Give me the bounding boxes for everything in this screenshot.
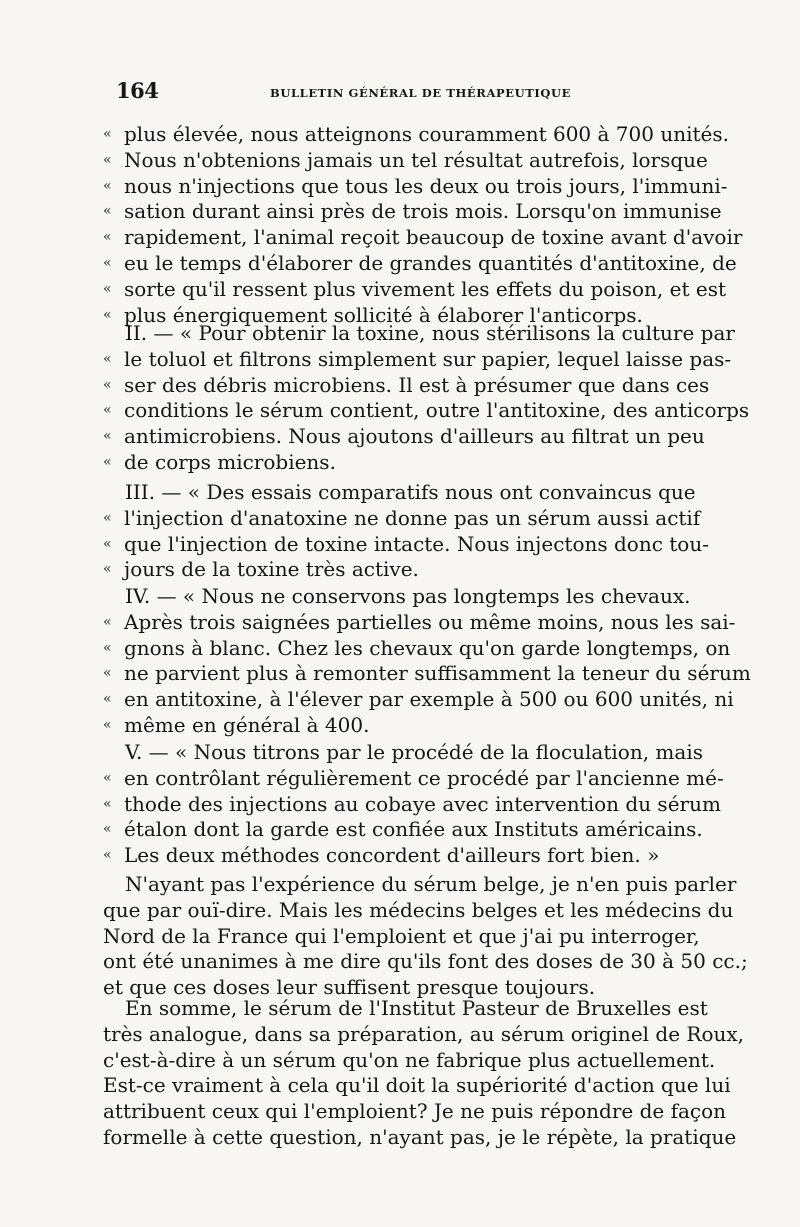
quote-mark: « <box>103 126 112 142</box>
text-line <box>103 843 683 869</box>
paragraph <box>103 122 743 328</box>
text-line <box>103 740 703 766</box>
quote-mark: « <box>103 613 112 630</box>
text-line <box>103 635 731 662</box>
quote-mark: « <box>103 428 112 445</box>
quote-mark: « <box>103 350 112 367</box>
line-text: ne parvient plus à remonter suffisamment la teneur du sérum <box>124 661 751 686</box>
paragraph <box>103 872 748 1001</box>
quote-mark: « <box>103 254 112 271</box>
text-line <box>103 609 736 636</box>
line-text: de corps microbiens. <box>124 449 336 474</box>
line-text: attribuent ceux qui l'emploient? Je ne puis répondre de façon <box>103 1099 727 1124</box>
text-line <box>103 199 722 225</box>
paragraph <box>103 321 750 476</box>
text-line <box>103 557 683 583</box>
text-line <box>103 791 721 818</box>
quote-mark: « <box>103 151 112 168</box>
line-text: conditions le sérum contient, outre l'antitoxine, des anticorps <box>124 398 750 423</box>
quote-mark: « <box>103 203 112 220</box>
paragraph <box>103 480 709 583</box>
line-text: Nous n'obtenions jamais un tel résultat autrefois, lorsque <box>124 147 708 172</box>
quote-mark: « <box>103 665 112 682</box>
line-text: Est-ce vraiment à cela qu'il doit la supériorité d'action que lui <box>103 1073 731 1098</box>
line-text: sorte qu'il ressent plus vivement les effets du poison, et est <box>124 276 727 301</box>
text-line <box>103 450 683 476</box>
line-text: très analogue, dans sa préparation, au sérum originel de Roux, <box>103 1021 745 1046</box>
quote-mark: « <box>103 306 112 323</box>
quote-mark: « <box>103 177 112 194</box>
line-text: V. — « Nous titrons par le procédé de la floculation, mais <box>125 740 703 764</box>
quote-mark: « <box>103 402 112 419</box>
line-text: IV. — « Nous ne conservons pas longtemps les chevaux. <box>125 584 691 608</box>
text-line <box>103 996 708 1022</box>
quote-mark: « <box>103 769 112 786</box>
paragraph <box>103 740 724 869</box>
quote-mark: « <box>103 847 112 864</box>
text-line <box>103 817 703 843</box>
quote-mark: « <box>103 639 112 656</box>
line-text: même en général à 400. <box>124 712 370 737</box>
page-header <box>100 78 680 108</box>
quote-mark: « <box>103 821 112 838</box>
line-text: eu le temps d'élaborer de grandes quantités d'antitoxine, de <box>124 250 737 275</box>
line-text: étalon dont la garde est confiée aux Instituts américains. <box>124 817 703 842</box>
line-text: rapidement, l'animal reçoit beaucoup de toxine avant d'avoir <box>124 225 743 250</box>
line-text: plus élevée, nous atteignons couramment 600 à 700 unités. <box>124 122 729 146</box>
text-line <box>103 346 732 373</box>
text-line <box>103 122 729 148</box>
text-line <box>103 1047 716 1074</box>
quote-mark: « <box>103 280 112 297</box>
line-text: thode des injections au cobaye avec intervention du sérum <box>124 791 721 816</box>
line-text: l'injection d'anatoxine ne donne pas un sérum aussi actif <box>124 505 701 530</box>
line-text: formelle à cette question, n'ayant pas, je le répète, la pratique <box>103 1124 737 1149</box>
text-line <box>103 661 751 687</box>
running-title: BULLETIN GÉNÉRAL DE THÉRAPEUTIQUE <box>270 86 571 100</box>
quote-mark: « <box>103 453 112 470</box>
quote-mark: « <box>103 229 112 246</box>
quote-mark: « <box>103 691 112 708</box>
quote-mark: « <box>103 561 112 578</box>
page-number: 164 <box>116 78 159 103</box>
text-line <box>103 372 710 399</box>
text-line <box>103 584 691 610</box>
line-text: que par ouï-dire. Mais les médecins belges et les médecins du <box>103 897 734 922</box>
text-line <box>103 1124 737 1151</box>
paragraph <box>103 584 751 739</box>
line-text: en antitoxine, à l'élever par exemple à 500 ou 600 unités, ni <box>124 687 734 712</box>
paragraph <box>103 996 745 1151</box>
quote-mark: « <box>103 376 112 393</box>
text-line <box>103 713 683 739</box>
text-line <box>103 225 743 251</box>
line-text: jours de la toxine très active. <box>124 557 419 582</box>
line-text: et que ces doses leur suffisent presque toujours. <box>103 975 596 1000</box>
line-text: plus énergiquement sollicité à élaborer l'anticorps. <box>124 302 643 327</box>
line-text: nous n'injections que tous les deux ou trois jours, l'immuni- <box>124 173 728 198</box>
line-text: gnons à blanc. Chez les chevaux qu'on garde longtemps, on <box>124 635 731 660</box>
text-line <box>103 321 735 347</box>
text-line <box>103 687 734 713</box>
quote-mark: « <box>103 535 112 552</box>
line-text: Après trois saignées partielles ou même moins, nous les sai- <box>124 609 736 634</box>
line-text: III. — « Des essais comparatifs nous ont convaincus que <box>125 480 696 504</box>
text-line <box>103 480 696 506</box>
text-line <box>103 505 701 532</box>
line-text: sation durant ainsi près de trois mois. Lorsqu'on immunise <box>124 199 722 224</box>
line-text: ont été unanimes à me dire qu'ils font des doses de 30 à 50 cc.; <box>103 949 748 974</box>
text-line <box>103 923 700 950</box>
text-line <box>103 1099 727 1125</box>
text-line <box>103 897 734 924</box>
text-line <box>103 147 708 174</box>
text-line <box>103 276 727 303</box>
line-text: II. — « Pour obtenir la toxine, nous stérilisons la culture par <box>125 321 735 345</box>
line-text: Nord de la France qui l'emploient et que j'ai pu interroger, <box>103 923 700 948</box>
text-line <box>103 1021 745 1048</box>
text-line <box>103 1073 731 1099</box>
text-line <box>103 398 750 424</box>
text-line <box>103 949 748 975</box>
line-text: N'ayant pas l'expérience du sérum belge, je n'en puis parler <box>125 872 737 896</box>
line-text: antimicrobiens. Nous ajoutons d'ailleurs au filtrat un peu <box>124 424 705 449</box>
quote-mark: « <box>103 716 112 733</box>
quote-mark: « <box>103 509 112 526</box>
text-line <box>103 250 737 277</box>
text-line <box>103 872 737 898</box>
line-text: en contrôlant régulièrement ce procédé par l'ancienne mé- <box>124 765 724 790</box>
line-text: que l'injection de toxine intacte. Nous injectons donc tou- <box>124 531 709 556</box>
text-line <box>103 173 728 200</box>
line-text: c'est-à-dire à un sérum qu'on ne fabrique plus actuellement. <box>103 1047 716 1072</box>
line-text: le toluol et filtrons simplement sur papier, lequel laisse pas- <box>124 346 732 371</box>
line-text: En somme, le sérum de l'Institut Pasteur de Bruxelles est <box>125 996 708 1020</box>
line-text: Les deux méthodes concordent d'ailleurs fort bien. » <box>124 843 660 868</box>
quote-mark: « <box>103 795 112 812</box>
text-line <box>103 424 705 450</box>
line-text: ser des débris microbiens. Il est à présumer que dans ces <box>124 372 710 397</box>
text-line <box>103 531 709 558</box>
text-line <box>103 765 724 792</box>
